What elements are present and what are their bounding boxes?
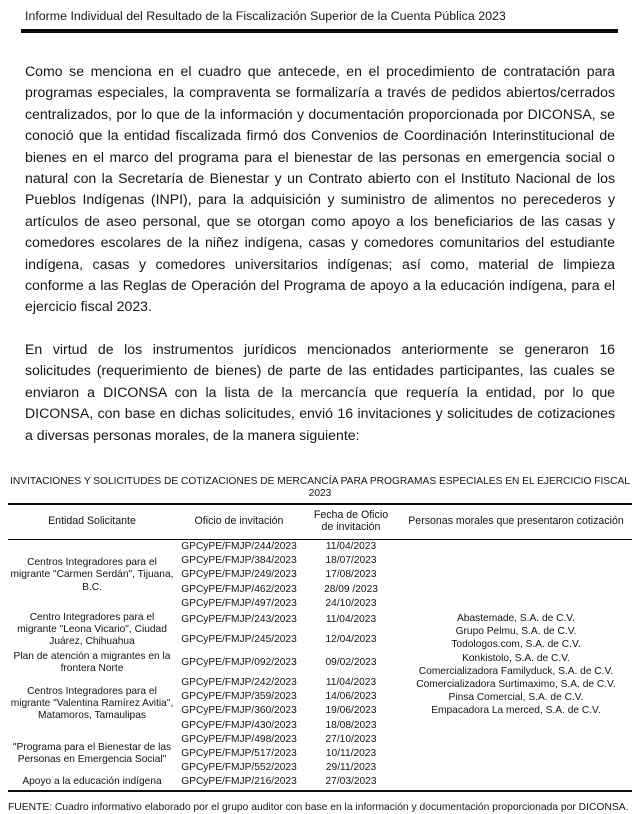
oficio-cell: GPCyPE/FMJP/462/2023	[181, 583, 297, 595]
document-header	[0, 0, 640, 24]
fecha-cell: 11/04/2023	[325, 614, 377, 626]
fecha-cell: 11/04/2023	[325, 676, 377, 688]
oficio-cell: GPCyPE/FMJP/244/2023	[181, 540, 297, 552]
paragraph-instrumentos-juridicos: En virtud de los instrumentos jurídicos mencionados anteriormente se generaron 16 solicitudes (requerimiento de bienes) de parte de las entidades participantes, las cuales se enviaron a DICONSA con la lista de la mercancía que requería la entidad, por lo que DICONSA, con base en dichas solicitudes, envió 16 invitaciones y solicitudes de cotizaciones a diversas personas morales, de la manera siguiente:	[25, 340, 615, 443]
table-row	[8, 539, 632, 554]
oficio-cell: GPCyPE/FMJP/360/2023	[181, 705, 297, 717]
table-header	[8, 505, 632, 540]
fecha-cell: 17/08/2023	[325, 569, 377, 581]
table-header-row	[8, 505, 632, 540]
invitations-table-body	[8, 539, 632, 790]
oficio-cell: GPCyPE/FMJP/216/2023	[181, 776, 297, 788]
fecha-cell: 12/04/2023	[325, 633, 377, 645]
oficio-cell: GPCyPE/FMJP/384/2023	[181, 555, 297, 567]
oficio-cell: GPCyPE/FMJP/359/2023	[181, 691, 297, 703]
entity-cell: "Programa para el Bienestar de las Personas en Emergencia Social"	[12, 741, 172, 766]
persona-moral-item: Empacadora La merced, S.A. de C.V.	[431, 705, 601, 717]
fecha-cell: 19/06/2023	[325, 705, 377, 717]
entity-cell: Centro Integradores para el migrante "Leona Vicario", Ciudad Juárez, Chihuahua	[17, 611, 167, 648]
fecha-cell: 27/03/2023	[325, 776, 377, 788]
oficio-cell: GPCyPE/FMJP/243/2023	[181, 614, 297, 626]
oficio-cell: GPCyPE/FMJP/092/2023	[181, 656, 297, 668]
oficio-cell: GPCyPE/FMJP/498/2023	[181, 733, 297, 745]
oficio-cell: GPCyPE/FMJP/552/2023	[181, 762, 297, 774]
fecha-cell: 29/11/2023	[325, 762, 377, 774]
entity-cell: Apoyo a la educación indígena	[22, 776, 162, 788]
column-header-oficio-invitacion: Oficio de invitación	[176, 505, 302, 540]
fecha-cell: 10/11/2023	[325, 747, 377, 759]
entity-cell: Centros Integradores para el migrante "Valentina Ramírez Avitia", Matamoros, Tamaulipas	[10, 686, 174, 722]
persona-moral-item: Grupo Pelmu, S.A. de C.V.	[455, 626, 577, 638]
column-header-entidad-solicitante: Entidad Solicitante	[8, 505, 176, 540]
invitations-table	[8, 505, 632, 792]
fecha-cell: 18/08/2023	[325, 719, 377, 731]
oficio-cell: GPCyPE/FMJP/245/2023	[181, 633, 297, 645]
fecha-cell: 09/02/2023	[325, 656, 377, 668]
oficio-cell: GPCyPE/FMJP/249/2023	[181, 569, 297, 581]
persona-moral-item: Todologos.com, S.A. de C.V.	[451, 639, 581, 651]
oficio-cell: GPCyPE/FMJP/517/2023	[181, 747, 297, 759]
header-rule	[21, 29, 618, 33]
persona-moral-item: Pinsa Comercial, S.A. de C.V.	[448, 692, 584, 704]
entity-cell: Plan de atención a migrantes en la frontera Norte	[13, 650, 171, 674]
persona-moral-item: Comercializadora Surtimaximo, S.A. de C.V.	[416, 678, 616, 690]
source-note: FUENTE: Cuadro informativo elaborado por el grupo auditor con base en la información y documentación proporcionada por DICONSA.	[8, 801, 629, 813]
personas-morales-cell	[400, 539, 632, 790]
oficio-cell: GPCyPE/FMJP/497/2023	[181, 597, 297, 609]
invitations-table-section	[8, 476, 632, 792]
report-header-title: Informe Individual del Resultado de la Fiscalización Superior de la Cuenta Pública 2023	[25, 9, 506, 23]
persona-moral-item: Abastemade, S.A. de C.V.	[457, 612, 575, 624]
table-title: INVITACIONES Y SOLICITUDES DE COTIZACIONES DE MERCANCÍA PARA PROGRAMAS ESPECIALES EN EL EJERCICIO FISCAL 2023	[8, 476, 632, 505]
fecha-cell: 11/04/2023	[325, 540, 377, 552]
paragraph-contratacion: Como se menciona en el cuadro que antecede, en el procedimiento de contratación para programas especiales, la compraventa se formalizaría a través de pedidos abiertos/cerrados centralizados, por lo que de la información y documentación proporcionada por DICONSA, se conoció que la entidad fiscalizada firmó dos Convenios de Coordinación Interinstitucional de bienes en el marco del programa para el bienestar de las personas en emergencia social o natural con la Secretaría de Bienestar y un Contrato abierto con el Instituto Nacional de los Pueblos Indígenas (INPI), para la adquisición y suministro de alimentos no perecederos y artículos de aseo personal, que se otorgan como apoyo a los beneficiarios de las casas y comedores escolares de la niñez indígena, casas y comedores comunitarios del estudiante indígena, casas y comedores universitarios indígenas; así como, material de limpieza conforme a las Reglas de Operación del Programa de apoyo a la educación indígena, para el ejercicio fiscal 2023.	[25, 63, 615, 315]
document-body	[0, 61, 640, 446]
oficio-cell: GPCyPE/FMJP/242/2023	[181, 676, 297, 688]
persona-moral-item: Comercializadora Familyduck, S.A. de C.V.	[418, 665, 614, 677]
column-header-personas-morales: Personas morales que presentaron cotización	[400, 505, 632, 540]
fecha-cell: 28/09 /2023	[324, 583, 378, 595]
fecha-cell: 24/10/2023	[325, 597, 377, 609]
fecha-cell: 18/07/2023	[325, 555, 377, 567]
fecha-cell: 14/06/2023	[325, 691, 377, 703]
oficio-cell: GPCyPE/FMJP/430/2023	[181, 719, 297, 731]
fecha-cell: 27/10/2023	[325, 733, 377, 745]
entity-cell: Centros Integradores para el migrante "Carmen Serdán", Tijuana, B.C.	[10, 557, 174, 593]
persona-moral-item: Konkistolo, S.A. de C.V.	[462, 652, 570, 664]
column-header-fecha-oficio: Fecha de Oficio de invitación	[302, 505, 400, 540]
